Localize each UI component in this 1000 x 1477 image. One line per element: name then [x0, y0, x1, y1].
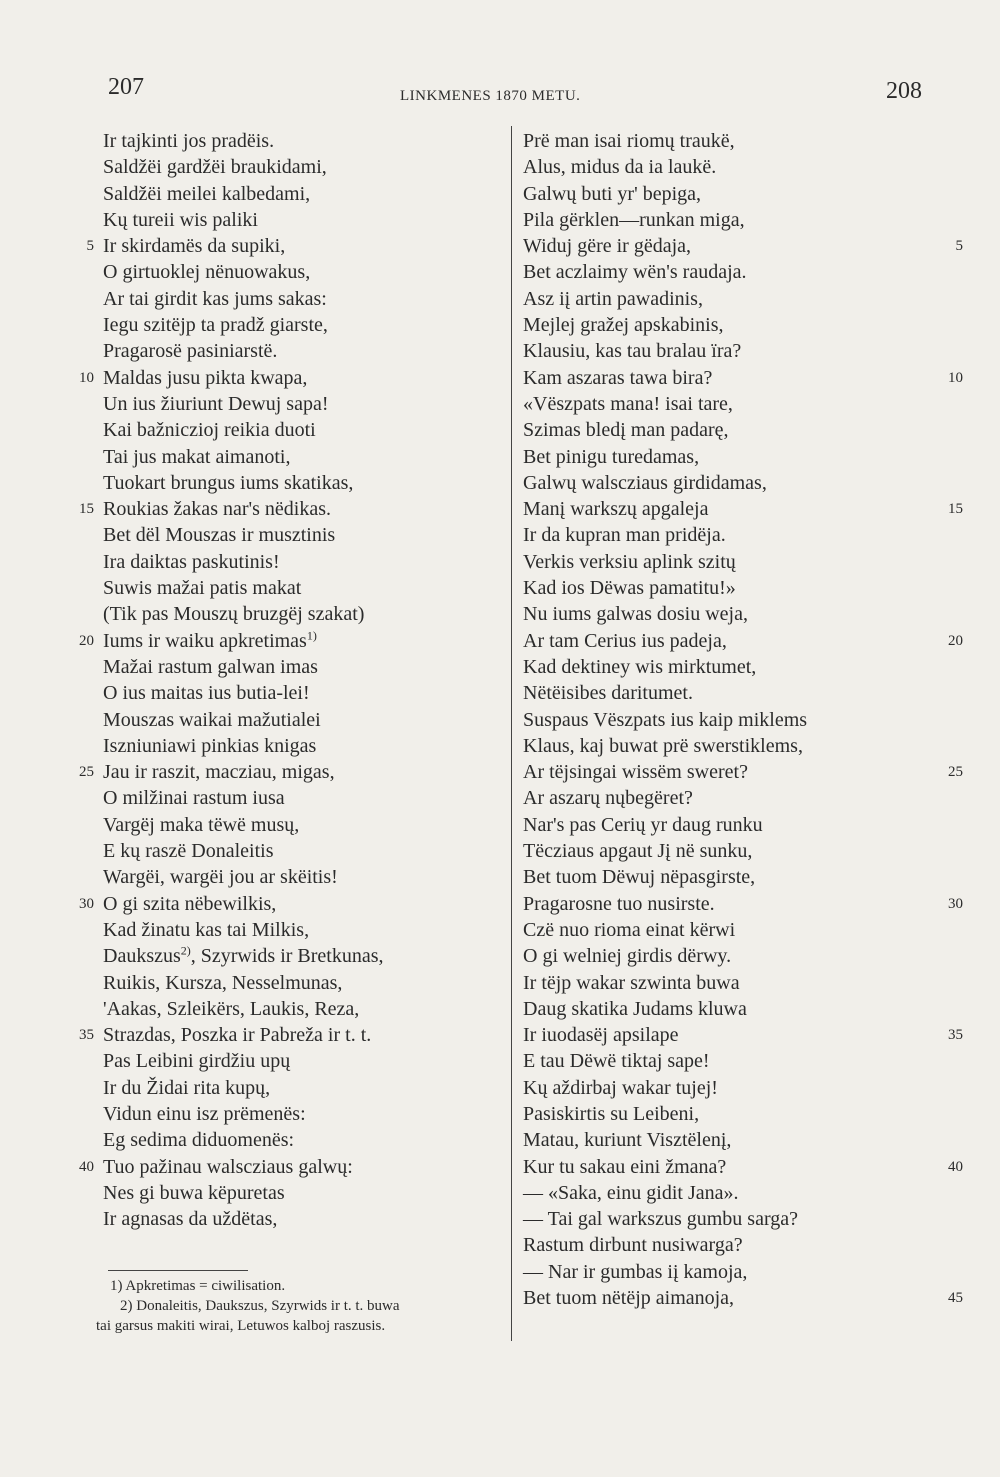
verse-line [515, 1154, 1000, 1180]
verse-text-main: Tai jus makat aimanoti, [103, 445, 291, 468]
verse-text-main: (Tik pas Mouszų bruzgëj szakat) [103, 603, 365, 626]
verse-line [0, 259, 505, 285]
verse-line [515, 444, 1000, 470]
verse-line [515, 549, 1000, 575]
verse-line [515, 1075, 1000, 1101]
verse-text [523, 470, 767, 496]
verse-line [0, 391, 505, 417]
verse-line [515, 496, 1000, 522]
verse-line [515, 1206, 1000, 1232]
verse-text [103, 496, 331, 522]
verse-text [523, 549, 736, 575]
verse-text-after: , Szyrwids ir Bretkunas, [190, 945, 384, 968]
verse-line [0, 1127, 505, 1153]
verse-line [515, 391, 1000, 417]
verse-text-main: Ir du Židai rita kupų, [103, 1076, 271, 1099]
verse-text [523, 654, 756, 680]
verse-text [523, 391, 733, 417]
line-number: 45 [948, 1290, 963, 1307]
verse-text-main: O gi szita nëbewilkis, [103, 892, 277, 915]
page-header [0, 74, 1000, 108]
verse-text-main: Bet dël Mouszas ir musztinis [103, 524, 336, 547]
verse-text [523, 628, 727, 654]
verse-line [515, 917, 1000, 943]
line-number: 20 [948, 632, 963, 649]
verse-line [0, 759, 505, 785]
verse-line [0, 1180, 505, 1206]
line-number: 35 [948, 1027, 963, 1044]
verse-text [523, 1101, 699, 1127]
verse-line [0, 1154, 505, 1180]
line-number: 30 [79, 895, 94, 912]
verse-text [523, 1206, 798, 1232]
verse-line [515, 1127, 1000, 1153]
verse-line [0, 286, 505, 312]
verse-text-main: Kų tureii wis paliki [103, 208, 258, 231]
verse-text [103, 286, 327, 312]
verse-text [103, 338, 277, 364]
verse-line [515, 1022, 1000, 1048]
line-number: 5 [86, 238, 94, 255]
verse-text-main: Bet aczlaimy wën's raudaja. [523, 261, 747, 284]
verse-text [103, 996, 359, 1022]
verse-text [523, 1048, 710, 1074]
verse-text-main: Kai bažniczioj reikia duoti [103, 419, 316, 442]
line-number: 15 [79, 501, 94, 518]
verse-text-main: Ruikis, Kursza, Nesselmunas, [103, 971, 343, 994]
verse-text-main: Tuo pažinau walscziaus galwų: [103, 1155, 353, 1178]
verse-text-main: Nëtëisibes daritumet. [523, 682, 693, 705]
verse-line [515, 417, 1000, 443]
verse-text-main: Ir agnasas da uždëtas, [103, 1208, 278, 1231]
verse-text-main: Mažai rastum galwan imas [103, 655, 318, 678]
verse-text-main: Bet pinigu turedamas, [523, 445, 700, 468]
verse-text [103, 549, 280, 575]
verse-text [103, 1127, 294, 1153]
verse-text [523, 444, 699, 470]
verse-text-main: — «Saka, einu gidit Jana». [523, 1181, 739, 1204]
verse-line [0, 365, 505, 391]
verse-text-main: Ir tëjp wakar szwinta buwa [523, 971, 740, 994]
verse-text-main: Nu iums galwas dosiu weja, [523, 603, 748, 626]
footnote-rule [108, 1270, 248, 1271]
verse-line [0, 628, 505, 654]
footnote-marker: 1) [306, 627, 317, 642]
verse-line [515, 707, 1000, 733]
verse-text [523, 733, 803, 759]
running-title: LINKMENES 1870 METU. [400, 88, 581, 104]
verse-text [103, 970, 342, 996]
verse-text-main: O gi welniej girdis dërwy. [523, 945, 732, 968]
verse-text-main: Pas Leibini girdžiu upų [103, 1050, 291, 1073]
verse-text-main: Kad dektiney wis mirktumet, [523, 655, 757, 678]
verse-text [523, 1022, 679, 1048]
verse-text-main: Pragarosne tuo nusirste. [523, 892, 715, 915]
verse-text [523, 1127, 731, 1153]
line-number: 35 [79, 1027, 94, 1044]
verse-text [523, 812, 763, 838]
verse-line [515, 575, 1000, 601]
verse-line [515, 233, 1000, 259]
verse-line [0, 601, 505, 627]
verse-text-main: O girtuoklej nënuowakus, [103, 261, 311, 284]
verse-text-main: Bet tuom nëtëjp aimanoja, [523, 1287, 735, 1310]
verse-line [0, 707, 505, 733]
verse-line [0, 128, 505, 154]
verse-line [515, 1232, 1000, 1258]
verse-line [515, 1285, 1000, 1311]
verse-line [0, 996, 505, 1022]
line-number: 15 [948, 501, 963, 518]
verse-line [0, 181, 505, 207]
footnote-1: 1) Apkretimas = ciwilisation. [110, 1278, 286, 1294]
verse-text-main: Iums ir waiku apkretimas [103, 629, 307, 652]
verse-text-main: «Vëszpats mana! isai tare, [523, 392, 733, 415]
verse-text [523, 759, 748, 785]
verse-text [523, 1154, 726, 1180]
verse-text [523, 128, 735, 154]
verse-line [0, 838, 505, 864]
verse-text [523, 365, 712, 391]
left-page-number: 207 [108, 74, 144, 100]
verse-line [0, 1075, 505, 1101]
verse-text-main: Kad ios Dëwas pamatitu!» [523, 577, 736, 600]
verse-text [523, 207, 745, 233]
verse-line [0, 1101, 505, 1127]
verse-line [0, 470, 505, 496]
verse-line [515, 838, 1000, 864]
verse-text-main: Maldas jusu pikta kwapa, [103, 366, 308, 389]
verse-line [0, 785, 505, 811]
verse-text-main: Saldžëi meilei kalbedami, [103, 182, 311, 205]
verse-line [515, 943, 1000, 969]
verse-text [103, 365, 307, 391]
verse-text [103, 128, 274, 154]
verse-text [523, 707, 807, 733]
verse-text [523, 785, 693, 811]
verse-line [515, 1180, 1000, 1206]
verse-text-main: Czë nuo rioma einat kërwi [523, 918, 736, 941]
footnote-2: 2) Donaleitis, Daukszus, Szyrwids ir t. t. buwa [120, 1298, 400, 1314]
verse-text-main: Ir skirdamës da supiki, [103, 235, 286, 258]
verse-text [103, 207, 258, 233]
verse-line [0, 812, 505, 838]
verse-text-main: Ar tai girdit kas jums sakas: [103, 287, 327, 310]
verse-line [0, 943, 505, 969]
verse-text-main: Pasiskirtis su Leibeni, [523, 1102, 700, 1125]
line-number: 5 [955, 238, 963, 255]
line-number: 25 [948, 764, 963, 781]
verse-text [523, 312, 724, 338]
verse-text-main: Galwų buti yr' bepiga, [523, 182, 702, 205]
verse-line [0, 970, 505, 996]
verse-line [0, 917, 505, 943]
verse-line [0, 207, 505, 233]
verse-text [523, 1285, 734, 1311]
verse-line [515, 1048, 1000, 1074]
verse-text-main: O milžinai rastum iusa [103, 787, 285, 810]
verse-line [515, 207, 1000, 233]
verse-text-main: Ar tëjsingai wissëm sweret? [523, 761, 748, 784]
verse-line [0, 338, 505, 364]
verse-line [0, 575, 505, 601]
verse-line [515, 680, 1000, 706]
verse-text [523, 338, 741, 364]
verse-line [515, 733, 1000, 759]
verse-text-main: O ius maitas ius butia-lei! [103, 682, 310, 705]
verse-line [515, 259, 1000, 285]
line-number: 40 [948, 1158, 963, 1175]
verse-text-main: Matau, kuriunt Visztëlenį, [523, 1129, 732, 1152]
verse-line [515, 1259, 1000, 1285]
column-divider [511, 126, 512, 1341]
right-column [515, 128, 1000, 1311]
verse-line [515, 785, 1000, 811]
verse-text-main: Asz iį artin pawadinis, [523, 287, 703, 310]
verse-text-main: Mejlej gražej apskabinis, [523, 314, 724, 337]
verse-text-main: Tëcziaus apgaut Jį në sunku, [523, 840, 753, 863]
verse-text [103, 628, 317, 654]
verse-text [103, 1022, 371, 1048]
verse-text [103, 733, 316, 759]
verse-line [515, 759, 1000, 785]
verse-text-main: Roukias žakas nar's nëdikas. [103, 498, 331, 521]
verse-text [103, 680, 310, 706]
verse-line [0, 312, 505, 338]
verse-text-main: E tau Dëwë tiktaj sape! [523, 1050, 710, 1073]
verse-text-main: Ira daiktas paskutinis! [103, 550, 280, 573]
line-number: 10 [948, 369, 963, 386]
verse-text [103, 943, 384, 969]
verse-text [103, 1048, 290, 1074]
verse-text-main: Strazdas, Poszka ir Pabreža ir t. t. [103, 1024, 372, 1047]
verse-text-main: Vidun einu isz prëmenës: [103, 1102, 306, 1125]
verse-text-main: Bet tuom Dëwuj nëpasgirste, [523, 866, 756, 889]
verse-line [515, 365, 1000, 391]
verse-line [0, 522, 505, 548]
verse-text [103, 575, 301, 601]
verse-line [0, 1022, 505, 1048]
verse-line [0, 417, 505, 443]
verse-line [0, 233, 505, 259]
verse-line [0, 891, 505, 917]
verse-line [0, 1048, 505, 1074]
verse-text-main: Prë man isai riomų traukë, [523, 130, 735, 152]
verse-text [103, 1075, 270, 1101]
verse-line [0, 1206, 505, 1232]
verse-text [523, 1075, 718, 1101]
verse-text [103, 864, 338, 890]
verse-text-main: Kam aszaras tawa bira? [523, 366, 713, 389]
verse-text-main: Nes gi buwa këpuretas [103, 1181, 285, 1204]
verse-text-main: Verkis verksiu aplink szitų [523, 550, 736, 573]
verse-text-main: Ar tam Cerius ius padeja, [523, 629, 727, 652]
verse-line [515, 654, 1000, 680]
verse-text [523, 286, 703, 312]
verse-text-main: 'Aakas, Szleikërs, Laukis, Reza, [103, 997, 360, 1020]
verse-line [515, 628, 1000, 654]
verse-text-main: Ir tajkinti jos pradëis. [103, 130, 275, 152]
verse-text [523, 154, 716, 180]
verse-text-main: Ir da kupran man pridëja. [523, 524, 726, 547]
verse-text-main: Pila gërklen—runkan miga, [523, 208, 745, 231]
verse-line [0, 733, 505, 759]
verse-text [523, 1232, 743, 1258]
verse-text-main: — Nar ir gumbas iį kamoja, [523, 1260, 748, 1283]
verse-line [0, 864, 505, 890]
verse-line [515, 996, 1000, 1022]
verse-text-main: Jau ir raszit, macziau, migas, [103, 761, 335, 784]
verse-line [0, 654, 505, 680]
verse-text-main: Eg sedima diduomenës: [103, 1129, 295, 1152]
verse-text [103, 181, 310, 207]
verse-line [515, 181, 1000, 207]
verse-text-main: Nar's pas Cerių yr daug runku [523, 813, 763, 836]
verse-text [523, 943, 731, 969]
verse-text-main: Klausiu, kas tau bralau ïra? [523, 340, 742, 363]
verse-text-main: Klaus, kaj buwat prë swerstiklems, [523, 734, 803, 757]
line-number: 30 [948, 895, 963, 912]
verse-text-main: Kur tu sakau eini žmana? [523, 1155, 727, 1178]
verse-text-main: Widuj gëre ir gëdaja, [523, 235, 692, 258]
verse-line [515, 864, 1000, 890]
verse-line [515, 128, 1000, 154]
verse-text-main: Rastum dirbunt nusiwarga? [523, 1234, 743, 1257]
verse-text-main: Pragarosë pasiniarstë. [103, 340, 278, 363]
verse-text [523, 838, 752, 864]
verse-line [515, 601, 1000, 627]
verse-text-main: Tuokart brungus iums skatikas, [103, 471, 354, 494]
verse-text [103, 601, 364, 627]
verse-text-main: Galwų walscziaus girdidamas, [523, 471, 767, 494]
verse-text [103, 917, 309, 943]
verse-text-main: Szimas bledį man padarę, [523, 419, 729, 442]
verse-text [523, 522, 726, 548]
footnotes [90, 1276, 505, 1336]
verse-text-main: Suwis mažai patis makat [103, 577, 302, 600]
verse-line [515, 891, 1000, 917]
line-number: 10 [79, 369, 94, 386]
verse-line [515, 338, 1000, 364]
verse-text [103, 1206, 277, 1232]
verse-text [103, 444, 290, 470]
verse-text-main: Kad žinatu kas tai Milkis, [103, 918, 310, 941]
verse-line [515, 812, 1000, 838]
verse-text-main: Ir iuodasëj apsilape [523, 1024, 679, 1047]
verse-text [523, 601, 748, 627]
footnote-marker: 2) [180, 943, 191, 958]
verse-text-main: Un ius žiuriunt Dewuj sapa! [103, 392, 329, 415]
verse-line [0, 680, 505, 706]
verse-text [103, 312, 328, 338]
verse-text-main: Wargëi, wargëi jou ar skëitis! [103, 866, 338, 889]
verse-text [103, 759, 335, 785]
verse-text-main: Vargëj maka tëwë musų, [103, 813, 300, 836]
verse-text-main: Daukszus [103, 945, 181, 968]
verse-text-main: Mouszas waikai mažutialei [103, 708, 321, 731]
footnote-2-continued: tai garsus makiti wirai, Letuwos kalboj raszusis. [96, 1318, 386, 1334]
verse-text-main: Manį warkszų apgaleja [523, 498, 709, 521]
verse-line [0, 154, 505, 180]
verse-text [103, 707, 321, 733]
verse-text [103, 154, 327, 180]
verse-line [515, 970, 1000, 996]
left-column [0, 128, 505, 1232]
verse-line [515, 154, 1000, 180]
verse-text-main: Ar aszarų nųbegëret? [523, 787, 693, 810]
verse-text [523, 181, 701, 207]
verse-text [103, 1180, 285, 1206]
verse-text [103, 838, 274, 864]
verse-text [103, 812, 299, 838]
verse-line [0, 496, 505, 522]
verse-text [523, 496, 708, 522]
verse-text [523, 891, 715, 917]
verse-text-main: Iszniuniawi pinkias knigas [103, 734, 317, 757]
verse-text [523, 996, 747, 1022]
verse-text [103, 891, 276, 917]
verse-line [515, 522, 1000, 548]
verse-text [103, 233, 285, 259]
verse-text [523, 970, 740, 996]
verse-text-main: E kų raszë Donaleitis [103, 840, 274, 863]
verse-text [523, 680, 693, 706]
verse-line [515, 312, 1000, 338]
verse-line [515, 1101, 1000, 1127]
verse-text [103, 654, 318, 680]
verse-line [0, 444, 505, 470]
line-number: 25 [79, 764, 94, 781]
verse-text [103, 522, 335, 548]
verse-text [103, 1101, 306, 1127]
verse-text-main: Saldžëi gardžëi braukidami, [103, 156, 327, 179]
verse-text [523, 1259, 747, 1285]
verse-text [103, 785, 285, 811]
verse-text [523, 233, 691, 259]
verse-text [523, 417, 729, 443]
verse-line [515, 470, 1000, 496]
verse-text-main: Alus, midus da ia laukë. [523, 156, 717, 179]
verse-text [523, 917, 735, 943]
verse-line [515, 286, 1000, 312]
verse-text [103, 417, 316, 443]
verse-text [523, 1180, 739, 1206]
verse-text [523, 575, 736, 601]
verse-text-main: — Tai gal warkszus gumbu sarga? [523, 1208, 799, 1231]
right-page-number: 208 [886, 78, 922, 104]
verse-text-main: Kų aždirbaj wakar tujej! [523, 1076, 718, 1099]
verse-text [103, 391, 329, 417]
verse-text [523, 864, 755, 890]
verse-text-main: Iegu szitëjp ta pradž giarste, [103, 314, 328, 337]
verse-line [0, 549, 505, 575]
line-number: 40 [79, 1158, 94, 1175]
verse-text [103, 259, 310, 285]
verse-text-main: Daug skatika Judams kluwa [523, 997, 747, 1020]
line-number: 20 [79, 632, 94, 649]
verse-text-main: Suspaus Vëszpats ius kaip miklems [523, 708, 808, 731]
verse-text [523, 259, 747, 285]
verse-text [103, 470, 353, 496]
verse-text [103, 1154, 353, 1180]
